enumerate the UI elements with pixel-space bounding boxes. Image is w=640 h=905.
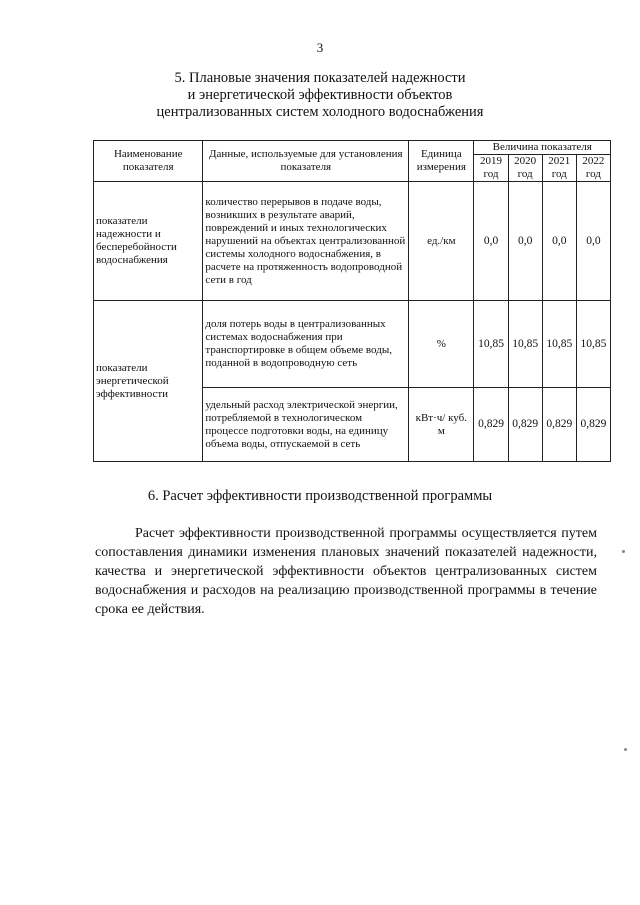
year-suffix: год [517, 168, 533, 180]
section-6-paragraph: Расчет эффективности производственной программы осуществляется путем сопоставления динамики изменения плановых значений показателей надежности, качества и энергетической эффективности объектов централизованных систем водоснабжения и расходов на реализацию производственной программы в течение срока ее действия. [95, 526, 597, 617]
category-reliability: показатели надежности и бесперебойности водоснабжения [94, 182, 203, 301]
year-suffix: год [483, 168, 499, 180]
indicator-description: удельный расход электрической энергии, потребляемой в технологическом процессе подготовки воды, на единицу объема воды, отпускаемой в сеть [203, 388, 409, 462]
header-year-2022 [576, 155, 610, 182]
value-2021: 0,829 [542, 388, 576, 462]
section-5-title-line: централизованных систем холодного водоснабжения [156, 104, 484, 120]
value-2020: 10,85 [508, 301, 542, 388]
year-suffix: год [551, 168, 567, 180]
value-2022: 0,0 [576, 182, 610, 301]
year-number: 2022 [582, 155, 605, 167]
year-number: 2020 [514, 155, 537, 167]
indicator-unit: % [409, 301, 474, 388]
category-energy-efficiency: показатели энергетической эффективности [94, 301, 203, 462]
value-2019: 10,85 [474, 301, 508, 388]
indicator-description: доля потерь воды в централизованных системах водоснабжения при транспортировке в общем объеме воды, поданной в водопроводную сеть [203, 301, 409, 388]
header-value-group: Величина показателя [474, 141, 611, 155]
section-5-title-line: 5. Плановые значения показателей надежности [174, 70, 466, 86]
section-6-title: 6. Расчет эффективности производственной программы [147, 488, 493, 504]
page-number: 3 [316, 40, 324, 55]
value-2021: 0,0 [542, 182, 576, 301]
section-5-title-line: и энергетической эффективности объектов [187, 87, 453, 103]
year-number: 2019 [480, 155, 503, 167]
header-year-2020 [508, 155, 542, 182]
scan-artifact-dot [622, 550, 625, 553]
header-year-2019 [474, 155, 508, 182]
header-data-used: Данные, используемые для установления показателя [203, 141, 409, 182]
value-2022: 0,829 [576, 388, 610, 462]
header-year-2021 [542, 155, 576, 182]
section-5-title [0, 70, 640, 121]
value-2022: 10,85 [576, 301, 610, 388]
table-row [94, 182, 611, 301]
value-2019: 0,0 [474, 182, 508, 301]
value-2019: 0,829 [474, 388, 508, 462]
value-2020: 0,0 [508, 182, 542, 301]
header-unit: Единица измерения [409, 141, 474, 182]
indicator-unit: кВт·ч/ куб. м [409, 388, 474, 462]
table-row [94, 301, 611, 388]
indicators-table [93, 140, 611, 462]
value-2020: 0,829 [508, 388, 542, 462]
year-suffix: год [585, 168, 601, 180]
value-2021: 10,85 [542, 301, 576, 388]
table-header-row [94, 141, 611, 155]
scan-artifact-dot [624, 748, 627, 751]
header-indicator-name: Наименование показателя [94, 141, 203, 182]
indicator-description: количество перерывов в подаче воды, возникших в результате аварий, повреждений и иных технологических нарушений на объектах централизованной системы холодного водоснабжения, в расчете на протяженность водопроводной сети в год [203, 182, 409, 301]
indicator-unit: ед./км [409, 182, 474, 301]
year-number: 2021 [548, 155, 571, 167]
